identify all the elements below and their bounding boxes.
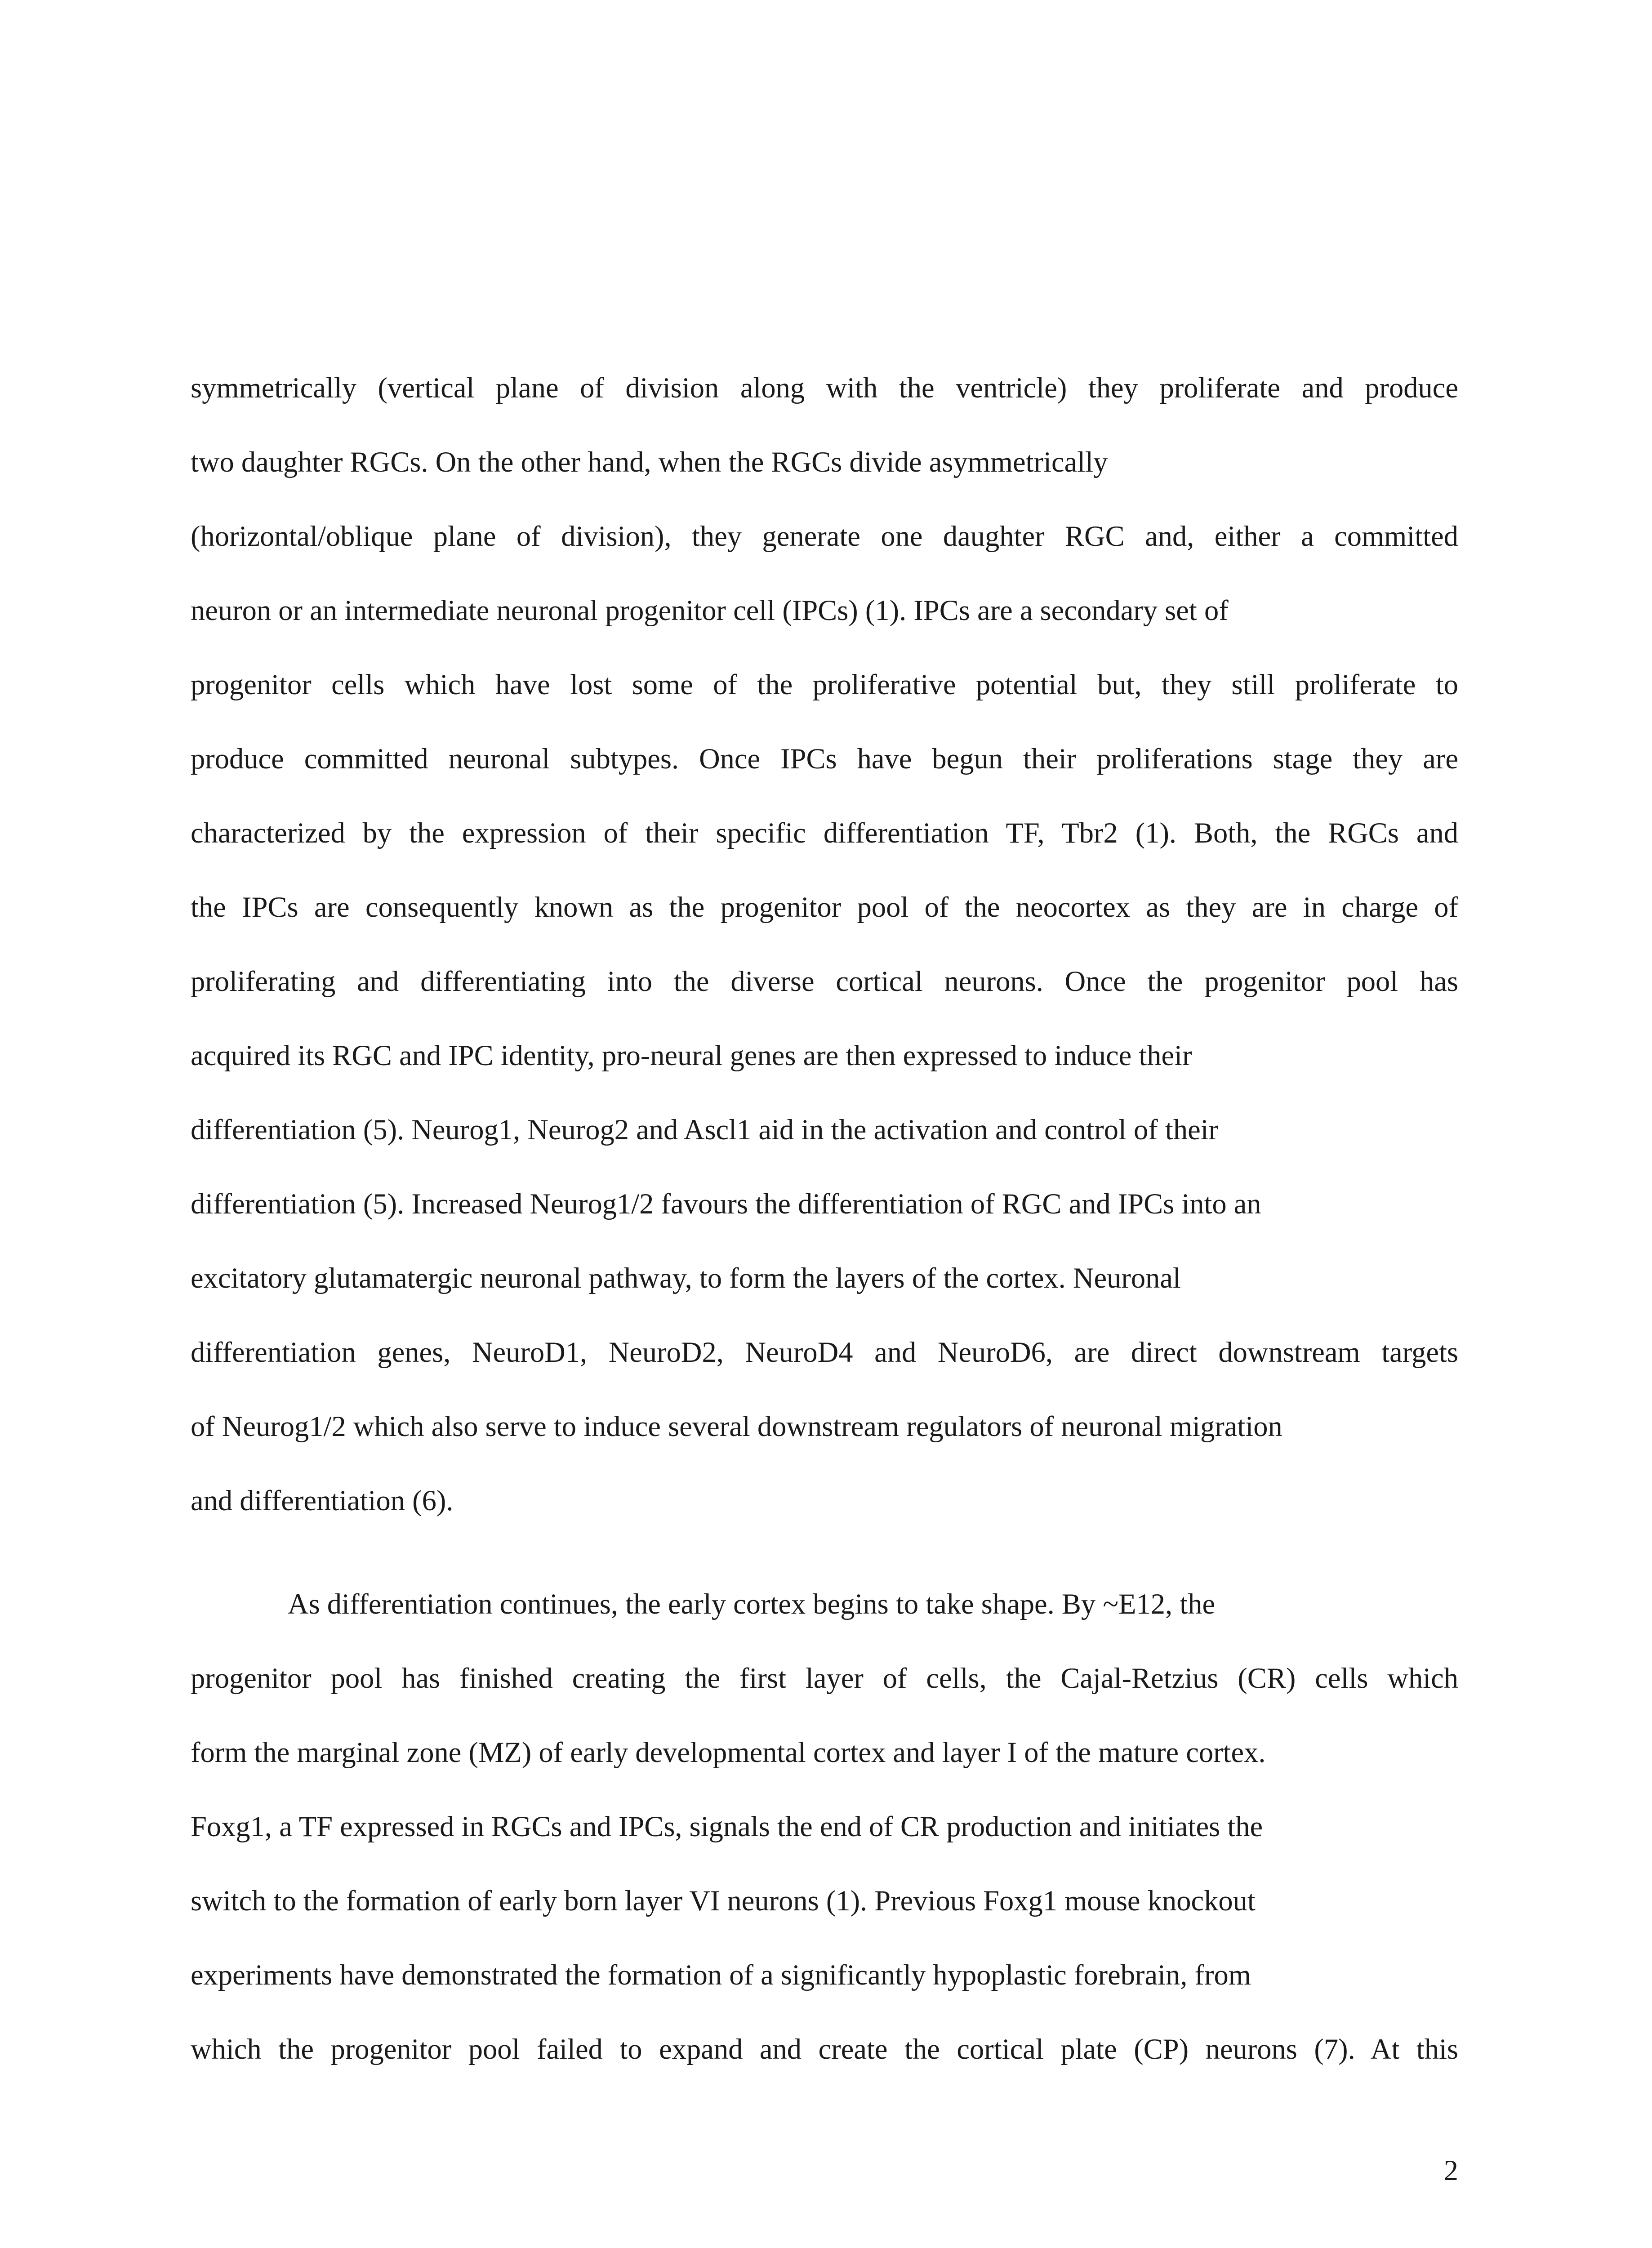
text-line: of Neurog1/2 which also serve to induce several downstream regulators of neuronal migration <box>191 1410 1282 1442</box>
text-line: acquired its RGC and IPC identity, pro-neural genes are then expressed to induce their <box>191 1039 1192 1071</box>
paragraph-1 <box>191 351 1458 1538</box>
text-line: proliferating and differentiating into the diverse cortical neurons. Once the progenitor pool has <box>191 965 1458 997</box>
text-line: two daughter RGCs. On the other hand, when the RGCs divide asymmetrically <box>191 446 1108 478</box>
text-line: differentiation (5). Neurog1, Neurog2 and Ascl1 aid in the activation and control of their <box>191 1114 1219 1146</box>
text-line: differentiation genes, NeuroD1, NeuroD2, NeuroD4 and NeuroD6, are direct downstream targets <box>191 1336 1458 1368</box>
text-line: As differentiation continues, the early cortex begins to take shape. By ~E12, the <box>288 1588 1216 1620</box>
text-line: Foxg1, a TF expressed in RGCs and IPCs, signals the end of CR production and initiates the <box>191 1811 1263 1842</box>
text-line: differentiation (5). Increased Neurog1/2 favours the differentiation of RGC and IPCs into an <box>191 1188 1261 1220</box>
text-line: symmetrically (vertical plane of division along with the ventricle) they proliferate and produce <box>191 372 1458 404</box>
text-line: characterized by the expression of their specific differentiation TF, Tbr2 (1). Both, the RGCs and <box>191 817 1458 849</box>
paragraph-2 <box>191 1567 1458 2086</box>
text-line: neuron or an intermediate neuronal progenitor cell (IPCs) (1). IPCs are a secondary set of <box>191 594 1229 626</box>
text-line: switch to the formation of early born layer VI neurons (1). Previous Foxg1 mouse knockout <box>191 1885 1256 1917</box>
text-line: and differentiation (6). <box>191 1485 454 1517</box>
text-line: (horizontal/oblique plane of division), they generate one daughter RGC and, either a committed <box>191 520 1458 552</box>
text-line: which the progenitor pool failed to expand and create the cortical plate (CP) neurons (7). At this <box>191 2033 1458 2065</box>
text-line: the IPCs are consequently known as the progenitor pool of the neocortex as they are in charge of <box>191 891 1458 923</box>
text-line: produce committed neuronal subtypes. Once IPCs have begun their proliferations stage they are <box>191 743 1458 775</box>
page-number: 2 <box>1443 2154 1458 2186</box>
text-line: form the marginal zone (MZ) of early developmental cortex and layer I of the mature cortex. <box>191 1736 1266 1768</box>
text-line: progenitor cells which have lost some of the proliferative potential but, they still proliferate to <box>191 669 1458 700</box>
text-line: experiments have demonstrated the formation of a significantly hypoplastic forebrain, from <box>191 1959 1251 1991</box>
text-line: progenitor pool has finished creating the first layer of cells, the Cajal-Retzius (CR) cells which <box>191 1662 1458 1694</box>
text-line: excitatory glutamatergic neuronal pathway, to form the layers of the cortex. Neuronal <box>191 1262 1181 1294</box>
